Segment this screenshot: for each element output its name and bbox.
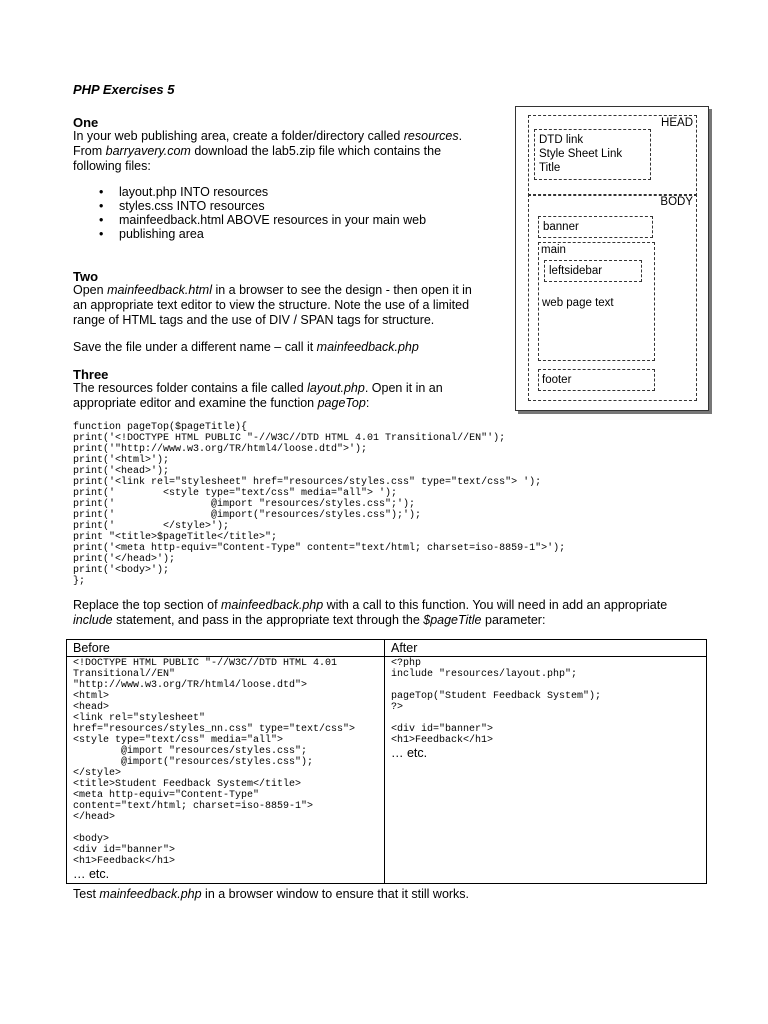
- section-one-heading: One: [73, 115, 99, 130]
- before-cell: [67, 657, 385, 884]
- before-header: Before: [67, 640, 385, 657]
- file-list: [73, 185, 493, 241]
- diagram-title: Title: [539, 162, 561, 174]
- before-etc: … etc.: [73, 867, 110, 881]
- after-etc: … etc.: [391, 746, 428, 760]
- list-item-continuation: • publishing area: [73, 227, 493, 241]
- list-item: • layout.php INTO resources: [73, 185, 493, 199]
- save-instruction: Save the file under a different name – call it mainfeedback.php: [73, 340, 419, 354]
- diagram-footer-label: footer: [542, 374, 572, 386]
- list-item: • mainfeedback.html ABOVE resources in your main web: [73, 213, 493, 227]
- before-code: <!DOCTYPE HTML PUBLIC "-//W3C//DTD HTML 4.01 Transitional//EN" "http://www.w3.org/TR/html4/loose.dtd"> <html> <head> <link rel="stylesheet" href="resources/styles_nn.css" type="text/css"> <style type="text/css" media="all"> @import "resources/styles.css"; @import("resources/styles.css"); </style> <title>Student Feedback System</title> <meta http-equiv="Content-Type" content="text/html; charset=iso-8859-1"> </head> <body> <div id="banner"> <h1>Feedback</h1>: [73, 658, 356, 867]
- diagram-body-label: BODY: [660, 196, 693, 208]
- before-after-table: [66, 639, 707, 884]
- diagram-web-page-text: web page text: [542, 297, 614, 309]
- section-three-heading: Three: [73, 367, 109, 382]
- diagram-stylesheet-link: Style Sheet Link: [539, 148, 623, 160]
- section-one-text: In your web publishing area, create a folder/directory called resources. From barryavery.com download the lab5.zip file which contains the following files:: [73, 129, 463, 173]
- section-three-text: The resources folder contains a file called layout.php. Open it in an appropriate editor and examine the function pageTop:: [73, 381, 443, 410]
- diagram-leftsidebar-label: leftsidebar: [549, 265, 603, 277]
- section-two-text: Open mainfeedback.html in a browser to see the design - then open it in an appropriate text editor to view the structure. Note the use of a limited range of HTML tags and the use of DIV / SPAN tags for structure.: [73, 283, 472, 327]
- after-cell: [385, 657, 707, 884]
- test-instruction: Test mainfeedback.php in a browser window to ensure that it still works.: [73, 887, 470, 901]
- diagram-main-label: main: [541, 244, 566, 256]
- pagetop-code: function pageTop($pageTitle){ print('<!DOCTYPE HTML PUBLIC "-//W3C//DTD HTML 4.01 Transitional//EN"'); print('"http://www.w3.org/TR/html4/loose.dtd">'); print('<html>'); print('<head>'); print('<link rel="stylesheet" href="resources/styles.css" type="text/css"> '); print(' <style type="text/css" media="all"> '); print(' @import "resources/styles.css";'); print(' @import("resources/styles.css");'); print(' </style>'); print "<title>$pageTitle</title>"; print('<meta http-equiv="Content-Type" content="text/html; charset=iso-8859-1">'); print('</head>'); print('<body>'); };: [73, 422, 566, 587]
- diagram-banner-box: [538, 216, 653, 238]
- diagram-leftsidebar-box: [544, 260, 642, 282]
- diagram-main-box: [538, 242, 655, 361]
- list-item: • styles.css INTO resources: [73, 199, 493, 213]
- after-header: After: [385, 640, 707, 657]
- section-two-heading: Two: [73, 269, 99, 284]
- diagram-head-label: HEAD: [661, 117, 693, 129]
- diagram-dtd-link: DTD link: [539, 134, 584, 146]
- diagram-banner-label: banner: [543, 221, 579, 233]
- diagram-footer-box: [538, 369, 655, 391]
- page-structure-diagram: [515, 106, 709, 411]
- after-code: <?php include "resources/layout.php"; pageTop("Student Feedback System"); ?> <div id="banner"> <h1>Feedback</h1>: [391, 658, 602, 746]
- diagram-body-box: [528, 194, 697, 401]
- diagram-head-items-box: [534, 129, 651, 180]
- replace-instruction: Replace the top section of mainfeedback.php with a call to this function. You will need in add an appropriate include statement, and pass in the appropriate text through the $pageTitle parameter:: [73, 598, 668, 627]
- diagram-head-box: [528, 115, 697, 196]
- document-title: PHP Exercises 5: [73, 82, 175, 97]
